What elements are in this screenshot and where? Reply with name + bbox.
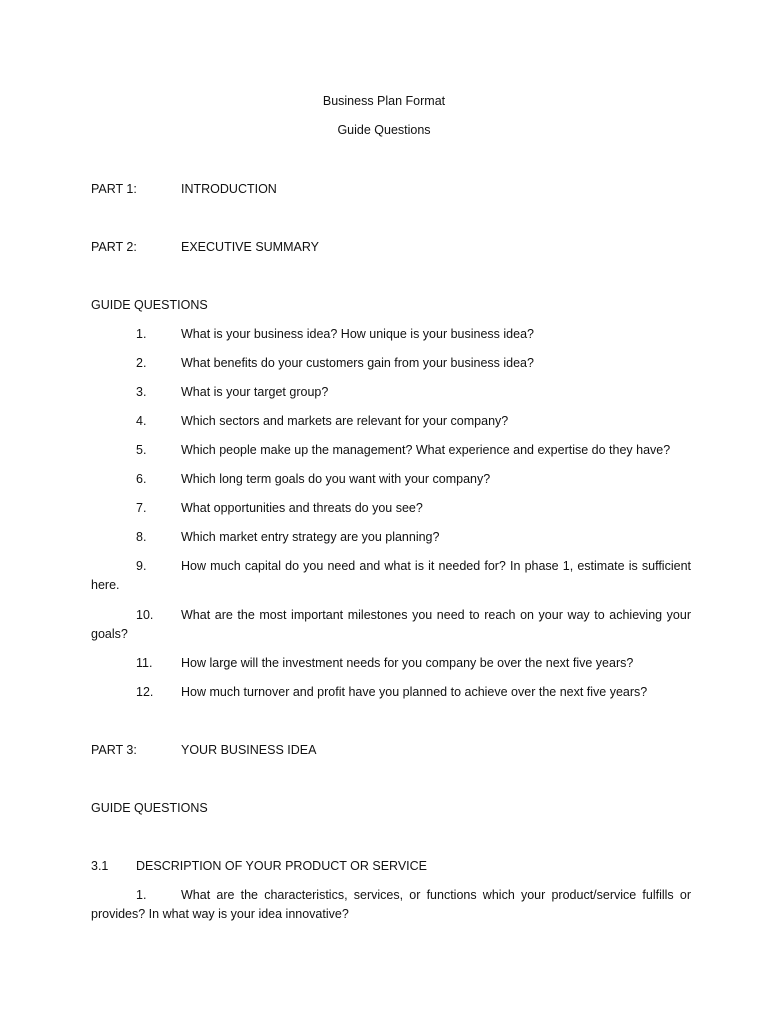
question-text: What is your business idea? How unique is your business idea? — [181, 327, 534, 341]
question-text: How large will the investment needs for you company be over the next five years? — [181, 656, 634, 670]
question-number: 8. — [136, 530, 147, 544]
section-title: DESCRIPTION OF YOUR PRODUCT OR SERVICE — [136, 859, 428, 873]
question-number: 7. — [136, 501, 147, 515]
question-text: What are the most important milestones you need to reach on your way to achieving your goals? — [91, 608, 691, 641]
part3-title: YOUR BUSINESS IDEA — [181, 743, 317, 757]
question-number: 1. — [136, 327, 147, 341]
question-number: 10. — [136, 608, 154, 622]
part2-title: EXECUTIVE SUMMARY — [181, 240, 319, 254]
question-text: What benefits do your customers gain from your business idea? — [181, 356, 534, 370]
question-text: Which long term goals do you want with your company? — [181, 472, 491, 486]
question-number: 2. — [136, 356, 147, 370]
question-text: Which sectors and markets are relevant for your company? — [181, 414, 509, 428]
part1-label: PART 1: — [91, 182, 137, 196]
question-text: Which market entry strategy are you planning? — [181, 530, 440, 544]
document-subtitle: Guide Questions — [337, 123, 431, 137]
question-text: What opportunities and threats do you see? — [181, 501, 423, 515]
question-item-wrapped — [91, 886, 691, 923]
question-item-wrapped — [91, 557, 691, 594]
part2-guide-heading: GUIDE QUESTIONS — [91, 298, 208, 312]
part1-title: INTRODUCTION — [181, 182, 277, 196]
question-number: 6. — [136, 472, 147, 486]
part3-guide-heading: GUIDE QUESTIONS — [91, 801, 208, 815]
question-number: 4. — [136, 414, 147, 428]
question-text: What are the characteristics, services, or functions which your product/service fulfills or provides? In what way is your idea innovative? — [91, 888, 691, 921]
question-text: How much capital do you need and what is it needed for? In phase 1, estimate is sufficient here. — [91, 559, 691, 592]
document-title: Business Plan Format — [322, 94, 446, 108]
question-item-wrapped — [91, 606, 691, 643]
question-text: How much turnover and profit have you planned to achieve over the next five years? — [181, 685, 648, 699]
section-number: 3.1 — [91, 859, 109, 873]
question-number: 5. — [136, 443, 147, 457]
part3-label: PART 3: — [91, 743, 137, 757]
question-number: 12. — [136, 685, 154, 699]
question-number: 11. — [136, 656, 153, 670]
question-number: 9. — [136, 559, 147, 573]
question-text: Which people make up the management? What experience and expertise do they have? — [181, 443, 671, 457]
question-number: 3. — [136, 385, 147, 399]
question-number: 1. — [136, 888, 147, 902]
part2-label: PART 2: — [91, 240, 137, 254]
question-text: What is your target group? — [181, 385, 329, 399]
